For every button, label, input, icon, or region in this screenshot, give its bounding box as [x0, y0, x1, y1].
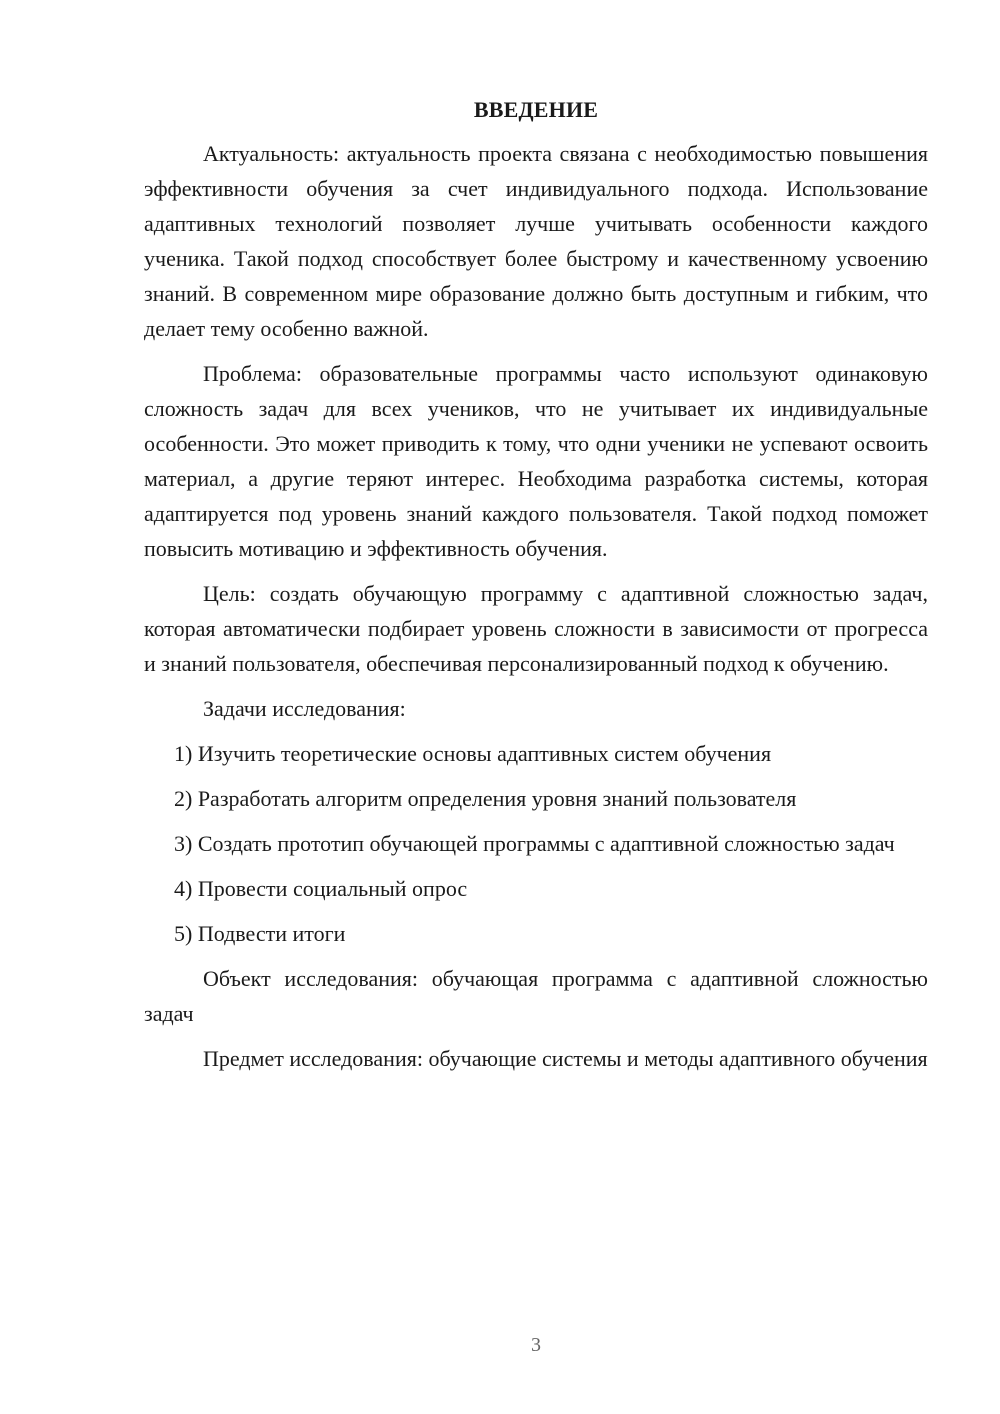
- document-page: [144, 94, 928, 1086]
- paragraph-object: Объект исследования: обучающая программа с адаптивной сложностью задач: [144, 966, 928, 1026]
- paragraph-goal: Цель: создать обучающую программу с адаптивной сложностью задач, которая автоматически подбирает уровень сложности в зависимости от прогресса и знаний пользователя, обеспечивая персонализированный подход к обучению.: [144, 581, 928, 676]
- page-number: 3: [531, 1334, 541, 1356]
- tasks-heading: Задачи исследования:: [203, 696, 406, 721]
- task-item: 5) Подвести итоги: [174, 921, 346, 946]
- task-item: 2) Разработать алгоритм определения уровня знаний пользователя: [174, 786, 797, 811]
- paragraph-problem: Проблема: образовательные программы часто используют одинаковую сложность задач для всех учеников, что не учитывает их индивидуальные особенности. Это может приводить к тому, что одни ученики не успевают освоить материал, а другие теряют интерес. Необходима разработка системы, которая адаптируется под уровень знаний каждого пользователя. Такой подход поможет повысить мотивацию и эффективность обучения.: [144, 361, 928, 561]
- paragraph-relevance: Актуальность: актуальность проекта связана с необходимостью повышения эффективности обучения за счет индивидуального подхода. Использование адаптивных технологий позволяет лучше учитывать особенности каждого ученика. Такой подход способствует более быстрому и качественному усвоению знаний. В современном мире образование должно быть доступным и гибким, что делает тему особенно важной.: [144, 141, 928, 341]
- task-item: 3) Создать прототип обучающей программы с адаптивной сложностью задач: [174, 831, 895, 856]
- paragraph-subject: Предмет исследования: обучающие системы и методы адаптивного обучения: [203, 1046, 928, 1071]
- task-item: 1) Изучить теоретические основы адаптивных систем обучения: [174, 741, 772, 766]
- task-item: 4) Провести социальный опрос: [174, 876, 468, 901]
- section-title: ВВЕДЕНИЕ: [473, 97, 599, 122]
